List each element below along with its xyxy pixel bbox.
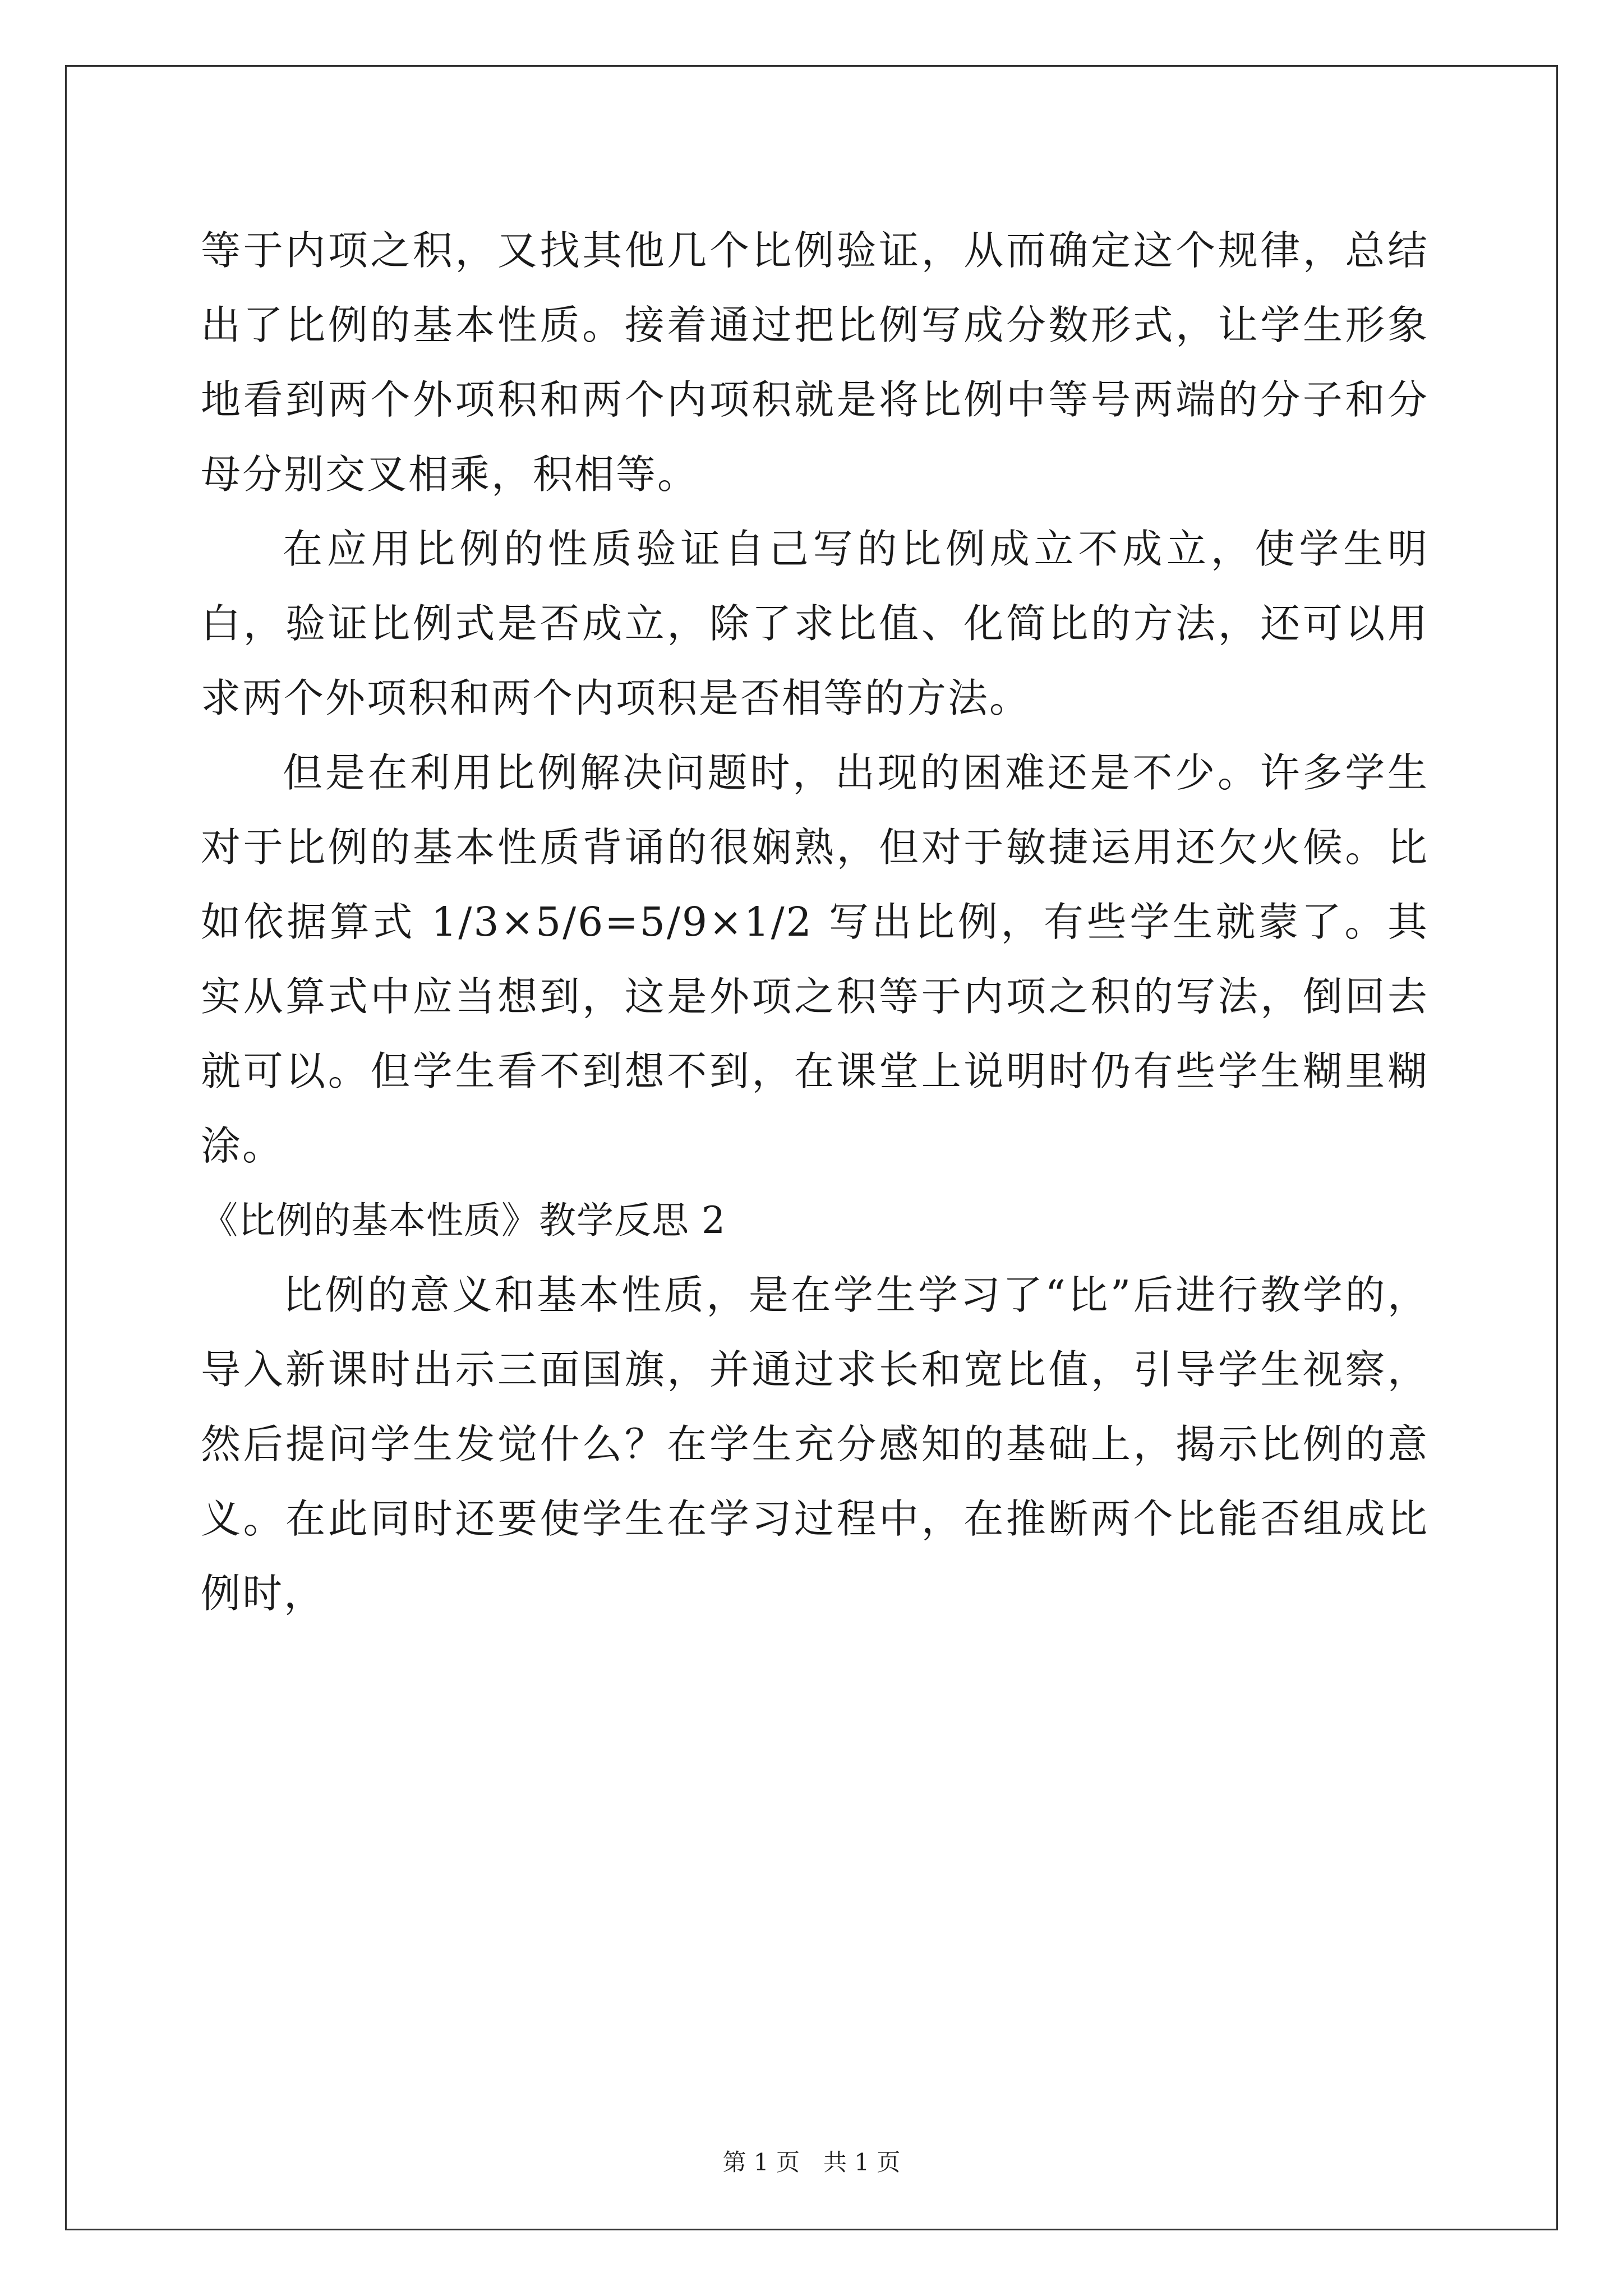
paragraph-3: 但是在利用比例解决问题时，出现的困难还是不少。许多学生对于比例的基本性质背诵的很娴熟，但对于敏捷运用还欠火候。比如依据算式 1/3×5/6=5/9×1/2 写出比例，有些学生就蒙了。其实从算式中应当想到，这是外项之积等于内项之积的写法，倒回去就可以。但学生看不到想不到，在课堂上说明时仍有些学生糊里糊涂。 [201,749,1429,1169]
paragraph-2: 在应用比例的性质验证自己写的比例成立不成立，使学生明白，验证比例式是否成立，除了求比值、化简比的方法，还可以用求两个外项积和两个内项积是否相等的方法。 [201,526,1429,721]
paragraph-1: 等于内项之积，又找其他几个比例验证，从而确定这个规律，总结出了比例的基本性质。接着通过把比例写成分数形式，让学生形象地看到两个外项积和两个内项积就是将比例中等号两端的分子和分母分别交叉相乘，积相等。 [201,227,1429,498]
section-heading: 《比例的基本性质》教学反思 2 [201,1199,726,1242]
document-body [201,213,1429,1631]
paragraph-4: 比例的意义和基本性质，是在学生学习了“比”后进行教学的，导入新课时出示三面国旗，并通过求长和宽比值，引导学生视察，然后提问学生发觉什么？在学生充分感知的基础上，揭示比例的意义。在此同时还要使学生在学习过程中，在推断两个比能否组成比例时， [201,1272,1429,1617]
page-footer: 第 1 页 共 1 页 [722,2148,901,2176]
